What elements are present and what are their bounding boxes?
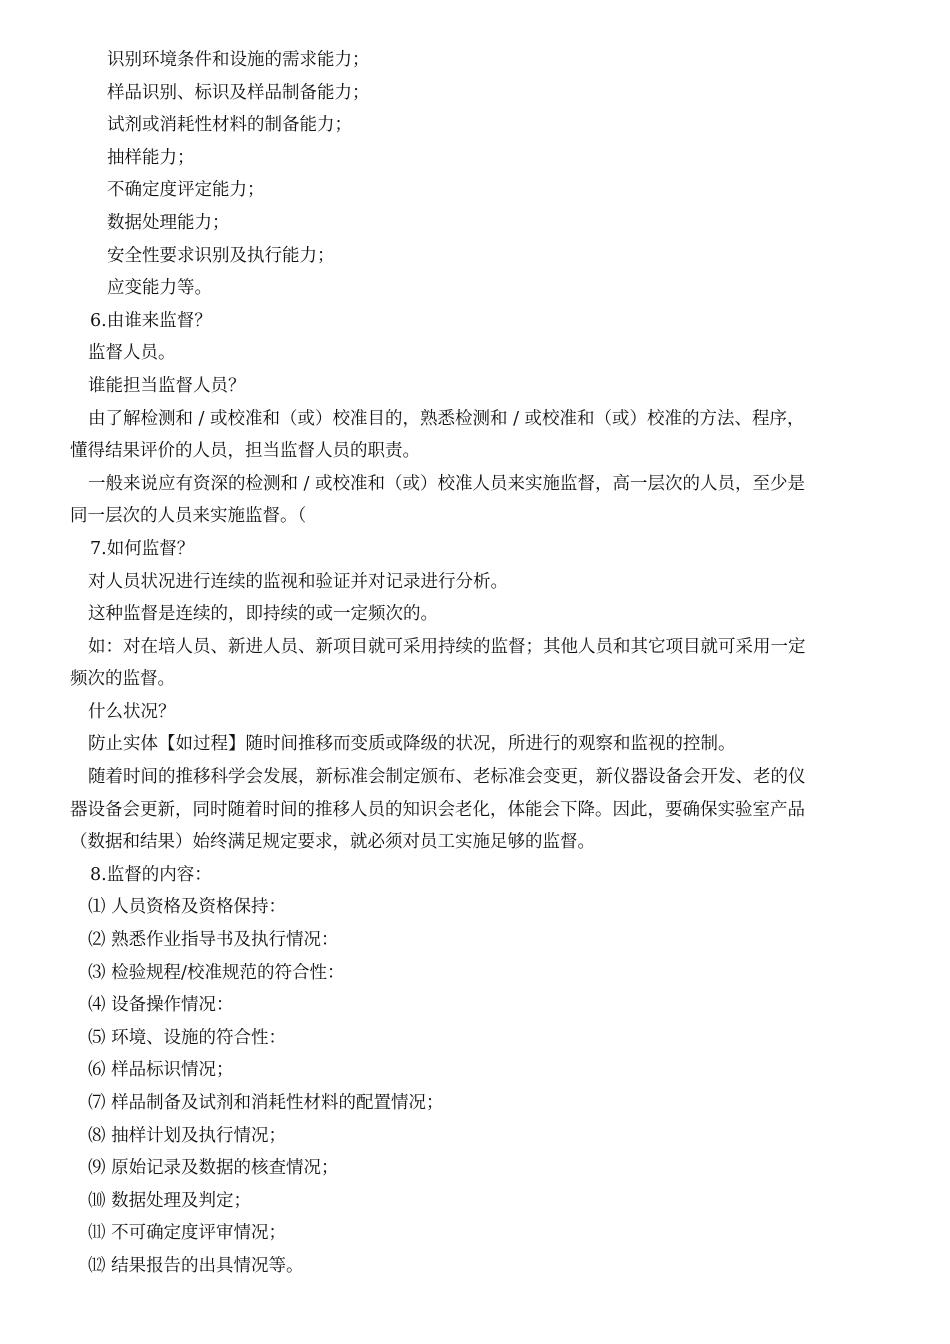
section-how-to-supervise xyxy=(0,533,950,859)
content-item: ⑶ 检验规程/校准规范的符合性： xyxy=(88,962,345,983)
paragraph-line: 同一层次的人员来实施监督。（ xyxy=(70,506,307,527)
answer-text: 监督人员。 xyxy=(88,343,176,364)
paragraph-line: 一般来说应有资深的检测和 / 或校准和（或）校准人员来实施监督，高一层次的人员，至少是 xyxy=(88,473,806,494)
capability-item: 数据处理能力； xyxy=(107,212,230,233)
paragraph-line: 如：对在培人员、新进人员、新项目就可采用持续的监督；其他人员和其它项目就可采用一定 xyxy=(88,636,806,657)
paragraph-line: 懂得结果评价的人员，担当监督人员的职责。 xyxy=(70,441,420,462)
capability-item: 识别环境条件和设施的需求能力； xyxy=(107,50,370,70)
section-heading: 7.如何监督？ xyxy=(90,538,195,559)
paragraph-line: 由了解检测和 / 或校准和（或）校准目的，熟悉检测和 / 或校准和（或）校准的方法、程序， xyxy=(88,408,805,429)
content-item: ⑻ 抽样计划及执行情况； xyxy=(88,1125,287,1146)
capability-item: 安全性要求识别及执行能力； xyxy=(107,245,335,266)
paragraph-line: 随着时间的推移科学会发展，新标准会制定颁布、老标准会变更，新仪器设备会开发、老的仪 xyxy=(88,767,806,788)
paragraph-line: 器设备会更新，同时随着时间的推移人员的知识会老化，体能会下降。因此，要确保实验室产品 xyxy=(70,799,805,820)
capability-item: 抽样能力； xyxy=(107,147,195,168)
question-text: 谁能担当监督人员？ xyxy=(88,375,246,396)
body-text: 这种监督是连续的，即持续的或一定频次的。 xyxy=(88,604,438,625)
content-item: ⑼ 原始记录及数据的核查情况； xyxy=(88,1158,339,1179)
body-text: 对人员状况进行连续的监视和验证并对记录进行分析。 xyxy=(88,571,508,592)
content-item: ⑸ 环境、设施的符合性： xyxy=(88,1027,287,1048)
paragraph xyxy=(70,403,882,468)
capability-item: 样品识别、标识及样品制备能力； xyxy=(107,82,370,103)
section-heading: 6.由谁来监督？ xyxy=(90,310,212,331)
definition-text: 防止实体【如过程】随时间推移而变质或降级的状况，所进行的观察和监视的控制。 xyxy=(88,734,736,755)
paragraph xyxy=(70,631,882,696)
section-heading: 8.监督的内容： xyxy=(90,864,212,885)
content-item: ⑽ 数据处理及判定； xyxy=(88,1190,252,1211)
paragraph xyxy=(70,468,882,533)
paragraph-line: （数据和结果）始终满足规定要求，就必须对员工实施足够的监督。 xyxy=(70,832,595,853)
capability-item: 应变能力等。 xyxy=(107,278,212,299)
capability-item: 不确定度评定能力； xyxy=(107,180,265,201)
content-item: ⑷ 设备操作情况： xyxy=(88,995,234,1016)
question-text: 什么状况？ xyxy=(88,701,176,722)
paragraph xyxy=(70,761,882,859)
content-item: ⑾ 不可确定度评审情况； xyxy=(88,1223,287,1244)
capability-item: 试剂或消耗性材料的制备能力； xyxy=(107,115,352,136)
capability-list xyxy=(0,44,950,305)
section-who-supervises xyxy=(0,305,950,533)
content-item: ⑵ 熟悉作业指导书及执行情况： xyxy=(88,930,339,951)
paragraph-line: 频次的监督。 xyxy=(70,669,175,690)
content-item: ⑿ 结果报告的出具情况等。 xyxy=(88,1255,304,1276)
section-supervision-content xyxy=(0,859,950,1283)
content-item: ⑹ 样品标识情况； xyxy=(88,1060,234,1081)
content-item: ⑺ 样品制备及试剂和消耗性材料的配置情况； xyxy=(88,1093,444,1113)
content-item: ⑴ 人员资格及资格保持： xyxy=(88,897,287,918)
